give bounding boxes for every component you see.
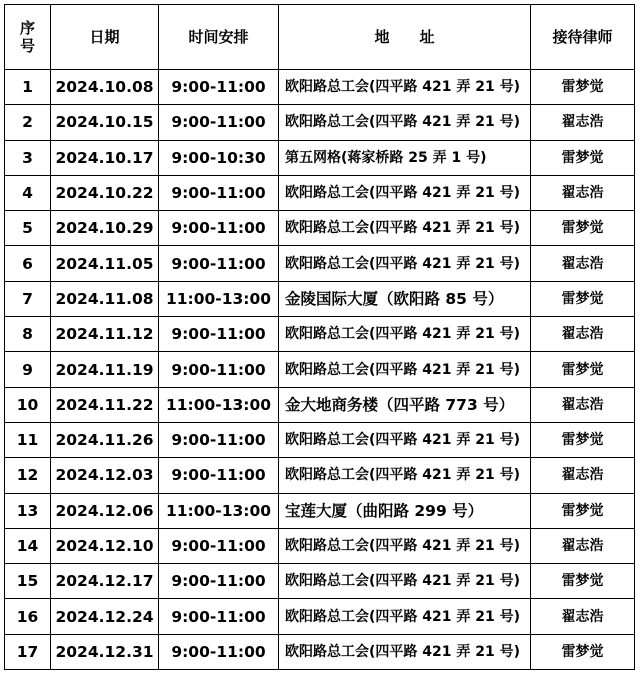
cell-lawyer: 翟志浩: [531, 458, 635, 493]
cell-date: 2024.10.08: [51, 70, 159, 105]
table-row: [5, 175, 635, 210]
cell-date: 2024.11.08: [51, 281, 159, 316]
cell-date: 2024.11.19: [51, 352, 159, 387]
cell-time: 9:00-11:00: [159, 211, 279, 246]
cell-time: 11:00-13:00: [159, 281, 279, 316]
cell-no: 13: [5, 493, 51, 528]
cell-date: 2024.11.12: [51, 317, 159, 352]
cell-date: 2024.12.10: [51, 528, 159, 563]
cell-date: 2024.10.29: [51, 211, 159, 246]
cell-address: 欧阳路总工会(四平路 421 弄 21 号): [279, 70, 531, 105]
header-time: 时间安排: [159, 5, 279, 70]
header-lawyer: 接待律师: [531, 5, 635, 70]
cell-date: 2024.10.22: [51, 175, 159, 210]
cell-no: 9: [5, 352, 51, 387]
cell-date: 2024.12.17: [51, 564, 159, 599]
cell-date: 2024.10.17: [51, 140, 159, 175]
table-row: [5, 352, 635, 387]
cell-address: 欧阳路总工会(四平路 421 弄 21 号): [279, 634, 531, 669]
cell-address: 金大地商务楼（四平路 773 号）: [279, 387, 531, 422]
table-row: [5, 281, 635, 316]
cell-time: 11:00-13:00: [159, 387, 279, 422]
cell-time: 9:00-11:00: [159, 564, 279, 599]
table-body: [5, 70, 635, 670]
cell-address: 宝莲大厦（曲阳路 299 号）: [279, 493, 531, 528]
cell-address: 欧阳路总工会(四平路 421 弄 21 号): [279, 175, 531, 210]
table-row: [5, 211, 635, 246]
cell-time: 9:00-11:00: [159, 458, 279, 493]
cell-address: 欧阳路总工会(四平路 421 弄 21 号): [279, 105, 531, 140]
table-row: [5, 317, 635, 352]
cell-address: 第五网格(蒋家桥路 25 弄 1 号): [279, 140, 531, 175]
cell-lawyer: 雷梦觉: [531, 634, 635, 669]
table-row: [5, 387, 635, 422]
header-no: [5, 5, 51, 70]
cell-address: 欧阳路总工会(四平路 421 弄 21 号): [279, 599, 531, 634]
cell-no: 8: [5, 317, 51, 352]
cell-no: 16: [5, 599, 51, 634]
cell-address: 欧阳路总工会(四平路 421 弄 21 号): [279, 317, 531, 352]
table-row: [5, 599, 635, 634]
header-no-line-2: 号: [19, 37, 35, 55]
cell-address: 欧阳路总工会(四平路 421 弄 21 号): [279, 352, 531, 387]
cell-time: 9:00-11:00: [159, 105, 279, 140]
cell-lawyer: 翟志浩: [531, 317, 635, 352]
cell-lawyer: 翟志浩: [531, 175, 635, 210]
cell-lawyer: 翟志浩: [531, 105, 635, 140]
cell-lawyer: 雷梦觉: [531, 493, 635, 528]
cell-lawyer: 翟志浩: [531, 387, 635, 422]
cell-no: 17: [5, 634, 51, 669]
cell-date: 2024.12.06: [51, 493, 159, 528]
cell-no: 2: [5, 105, 51, 140]
cell-no: 15: [5, 564, 51, 599]
cell-time: 11:00-13:00: [159, 493, 279, 528]
cell-lawyer: 雷梦觉: [531, 70, 635, 105]
cell-time: 9:00-10:30: [159, 140, 279, 175]
cell-no: 5: [5, 211, 51, 246]
table-row: [5, 528, 635, 563]
cell-lawyer: 翟志浩: [531, 528, 635, 563]
table-row: [5, 493, 635, 528]
cell-time: 9:00-11:00: [159, 634, 279, 669]
cell-time: 9:00-11:00: [159, 352, 279, 387]
cell-time: 9:00-11:00: [159, 422, 279, 457]
cell-no: 4: [5, 175, 51, 210]
cell-lawyer: 翟志浩: [531, 599, 635, 634]
cell-no: 11: [5, 422, 51, 457]
cell-no: 12: [5, 458, 51, 493]
header-no-line-1: 序: [19, 19, 35, 37]
cell-lawyer: 雷梦觉: [531, 140, 635, 175]
cell-time: 9:00-11:00: [159, 528, 279, 563]
cell-time: 9:00-11:00: [159, 246, 279, 281]
cell-lawyer: 翟志浩: [531, 246, 635, 281]
reception-schedule-table: [4, 4, 635, 670]
cell-time: 9:00-11:00: [159, 175, 279, 210]
table-row: [5, 70, 635, 105]
cell-address: 欧阳路总工会(四平路 421 弄 21 号): [279, 211, 531, 246]
cell-date: 2024.11.22: [51, 387, 159, 422]
header-address: 地 址: [279, 5, 531, 70]
cell-address: 欧阳路总工会(四平路 421 弄 21 号): [279, 458, 531, 493]
cell-no: 7: [5, 281, 51, 316]
table-header-row: [5, 5, 635, 70]
cell-no: 6: [5, 246, 51, 281]
cell-lawyer: 雷梦觉: [531, 211, 635, 246]
cell-address: 金陵国际大厦（欧阳路 85 号）: [279, 281, 531, 316]
table-row: [5, 634, 635, 669]
cell-lawyer: 雷梦觉: [531, 352, 635, 387]
cell-address: 欧阳路总工会(四平路 421 弄 21 号): [279, 528, 531, 563]
cell-lawyer: 雷梦觉: [531, 564, 635, 599]
cell-address: 欧阳路总工会(四平路 421 弄 21 号): [279, 564, 531, 599]
table-row: [5, 105, 635, 140]
cell-date: 2024.10.15: [51, 105, 159, 140]
cell-no: 14: [5, 528, 51, 563]
table-row: [5, 246, 635, 281]
cell-lawyer: 雷梦觉: [531, 422, 635, 457]
table-row: [5, 564, 635, 599]
cell-lawyer: 雷梦觉: [531, 281, 635, 316]
table-row: [5, 422, 635, 457]
cell-date: 2024.11.05: [51, 246, 159, 281]
header-date: 日期: [51, 5, 159, 70]
cell-time: 9:00-11:00: [159, 317, 279, 352]
cell-no: 1: [5, 70, 51, 105]
cell-address: 欧阳路总工会(四平路 421 弄 21 号): [279, 422, 531, 457]
cell-date: 2024.11.26: [51, 422, 159, 457]
cell-time: 9:00-11:00: [159, 599, 279, 634]
table-row: [5, 458, 635, 493]
cell-date: 2024.12.03: [51, 458, 159, 493]
cell-date: 2024.12.24: [51, 599, 159, 634]
cell-date: 2024.12.31: [51, 634, 159, 669]
table-row: [5, 140, 635, 175]
cell-time: 9:00-11:00: [159, 70, 279, 105]
cell-no: 3: [5, 140, 51, 175]
cell-address: 欧阳路总工会(四平路 421 弄 21 号): [279, 246, 531, 281]
cell-no: 10: [5, 387, 51, 422]
